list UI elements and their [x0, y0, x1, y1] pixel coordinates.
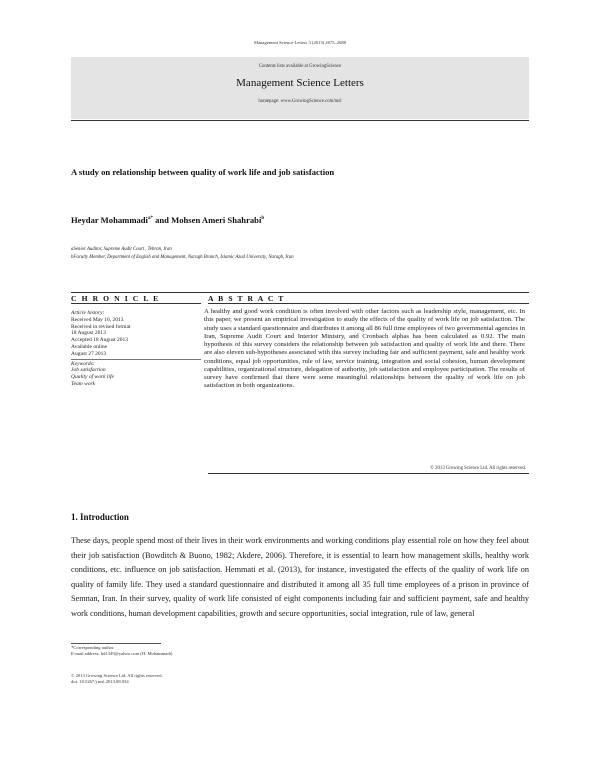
section-heading: 1. Introduction	[71, 512, 129, 522]
abstract-copyright: © 2013 Growing Science Ltd. All rights reserved.	[430, 466, 526, 471]
history-line: Accepted 18 August 2013	[71, 337, 128, 344]
author-2: and Mohsen Ameri Shahrabi	[152, 215, 262, 225]
affiliation-b: bFaculty Member, Department of English and Management, Naragh Branch, Islamic Azad University, Naragh, Iran	[71, 255, 294, 260]
keyword: Team work	[71, 380, 96, 387]
footer-copyright: © 2013 Growing Science Ltd. All rights reserved.	[71, 673, 163, 678]
keyword: Job satisfaction	[71, 367, 106, 374]
article-info	[71, 310, 201, 388]
history-line: August 27 2013	[71, 350, 107, 357]
abstract-text: A healthy and good work condition is often involved with other factors such as leadership style, management, etc. In this paper, we present an empirical investigation to study the effects of the quality of work life on job satisfaction. The study uses a standard questionnaire and distributes it among all 86 full time employees of two governmental agencies in Iran, Supreme Audit Court and Interior Ministry, and Cronbach alphas has been calculated as 0.92. The main hypothesis of this survey considers the relationship between job satisfaction and quality of work life and there. There are also eleven sub-hypotheses associated with this survey including fair and sufficient payment, safe and healthy work conditions, equal job opportunities, rule of law, service training, integration and social cohesion, human development capabilities, organizational structure, delegation of authority, job satisfaction and employee participation. The results of survey have confirmed that there were some meaningful relationships between the quality of work life on job satisfaction in both organizations.	[204, 308, 525, 390]
chronicle-rule	[71, 303, 201, 304]
journal-banner	[71, 57, 529, 119]
affiliation-a: aSenior Auditor, Supreme Audit Court , Tehran, Iran	[71, 247, 172, 252]
keyword: Quality of work life	[71, 374, 114, 381]
history-line: 18 August 2013	[71, 330, 106, 337]
section-rule-top	[71, 292, 529, 293]
history-label: Article history:	[71, 310, 105, 316]
author-1: Heydar Mohammadi	[71, 215, 148, 225]
email-note: E-mail address: hd1349@yahoo.com (H. Mohammadi)	[71, 651, 173, 656]
journal-name: Management Science Letters	[236, 77, 364, 89]
authors	[71, 215, 264, 225]
banner-divider	[71, 120, 529, 121]
author-1-mark: a*	[147, 216, 153, 222]
abstract-rule	[208, 303, 529, 304]
footer-doi[interactable]: doi: 10.5267/j.msl.2013.08.034	[71, 679, 129, 684]
contents-line: Contents lists available at GrowingScience	[258, 64, 342, 69]
abstract-header: A B S T R A C T	[208, 294, 285, 303]
abstract-rule-bottom	[208, 473, 529, 474]
history-line: Available online	[71, 343, 108, 350]
author-2-mark: b	[261, 216, 265, 222]
keywords-label: Keywords:	[71, 360, 95, 367]
paper-title: A study on relationship between quality of work life and job satisfaction	[71, 167, 335, 177]
corresponding-note: *Corresponding author.	[71, 645, 115, 650]
journal-homepage[interactable]: homepage: www.GrowingScience.com/msl	[258, 99, 342, 104]
info-divider	[71, 359, 201, 360]
running-head: Management Science Letters 3 (2013) 2675–2688	[254, 40, 346, 45]
footnote-rule	[71, 643, 161, 644]
history-line: Received May 16, 2013	[71, 316, 124, 323]
intro-paragraph: These days, people spend most of their lives in their work environments and working conditions play essential role on how they feel about their job satisfaction (Bowditch & Buono, 1982; Akdere, 2006). Therefore, it is essential to learn how management skills, healthy work conditions, etc. influence on job satisfaction. Hemmati et al. (2013), for instance, investigated the effects of the quality of work life on quality of family life. They used a standard questionnaire and distributed it among all 35 full time employees of a prison in province of Semnan, Iran. In their survey, quality of work life consisted of eight components including fair and sufficient payment, safe and healthy work conditions, human development capabilities, growth and secure opportunities, social integration, rule of law, general	[71, 536, 529, 618]
chronicle-header: C H R O N I C L E	[71, 294, 160, 303]
history-line: Received in revised format	[71, 323, 131, 330]
